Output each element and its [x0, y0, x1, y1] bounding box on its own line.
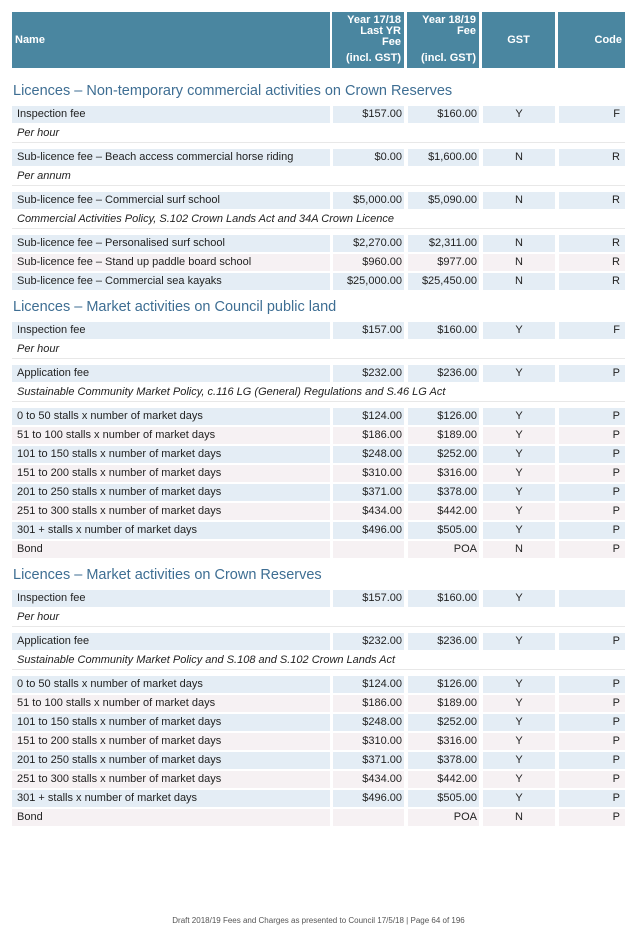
row-fee-2018-19: $160.00 — [408, 322, 479, 339]
row-fee-2017-18: $157.00 — [333, 322, 404, 339]
row-code: P — [559, 503, 625, 520]
table-row — [12, 148, 625, 167]
row-code: P — [559, 752, 625, 769]
header-year2 — [407, 12, 479, 68]
row-code: P — [559, 790, 625, 807]
row-name: Sub-licence fee – Commercial sea kayaks — [12, 273, 330, 290]
table-row — [12, 675, 625, 694]
row-note: Per hour — [12, 124, 625, 143]
row-fee-2018-19: $442.00 — [408, 771, 479, 788]
table-row — [12, 713, 625, 732]
header-year1-line: Year 17/18 — [347, 14, 401, 26]
row-fee-2017-18: $157.00 — [333, 590, 404, 607]
row-fee-2018-19: $977.00 — [408, 254, 479, 271]
row-fee-2018-19: $442.00 — [408, 503, 479, 520]
row-name: Bond — [12, 809, 330, 826]
row-fee-2018-19: $252.00 — [408, 714, 479, 731]
table-row — [12, 364, 625, 383]
table-row — [12, 272, 625, 291]
header-year1-line: Fee — [382, 36, 401, 48]
row-code: R — [559, 149, 625, 166]
row-code: P — [559, 408, 625, 425]
row-gst: Y — [483, 503, 555, 520]
row-name: 301 + stalls x number of market days — [12, 790, 330, 807]
page-footer: Draft 2018/19 Fees and Charges as presented to Council 17/5/18 | Page 64 of 196 — [172, 916, 465, 925]
row-gst: Y — [483, 427, 555, 444]
table-row — [12, 253, 625, 272]
row-name: Application fee — [12, 633, 330, 650]
row-name: 151 to 200 stalls x number of market days — [12, 465, 330, 482]
row-gst: Y — [483, 522, 555, 539]
row-fee-2018-19: $316.00 — [408, 465, 479, 482]
table-row — [12, 464, 625, 483]
row-gst: Y — [483, 790, 555, 807]
row-name: 101 to 150 stalls x number of market days — [12, 446, 330, 463]
row-code: P — [559, 771, 625, 788]
row-name: Sub-licence fee – Beach access commercial horse riding — [12, 149, 330, 166]
row-fee-2018-19: $2,311.00 — [408, 235, 479, 252]
row-fee-2018-19: $126.00 — [408, 408, 479, 425]
row-code: P — [559, 465, 625, 482]
row-code: P — [559, 809, 625, 826]
row-name: 51 to 100 stalls x number of market days — [12, 427, 330, 444]
fee-document — [12, 12, 625, 832]
row-fee-2017-18: $5,000.00 — [333, 192, 404, 209]
row-name: 0 to 50 stalls x number of market days — [12, 676, 330, 693]
row-name: 251 to 300 stalls x number of market days — [12, 503, 330, 520]
row-name: 251 to 300 stalls x number of market days — [12, 771, 330, 788]
header-year2-line: Year 18/19 — [422, 14, 476, 26]
row-name: 0 to 50 stalls x number of market days — [12, 408, 330, 425]
row-fee-2017-18: $434.00 — [333, 503, 404, 520]
table-row — [12, 483, 625, 502]
section-title: Licences – Market activities on Crown Reserves — [13, 567, 322, 583]
row-fee-2017-18: $310.00 — [333, 733, 404, 750]
row-note: Per annum — [12, 167, 625, 186]
table-row — [12, 445, 625, 464]
row-gst: Y — [483, 408, 555, 425]
row-name: Sub-licence fee – Stand up paddle board school — [12, 254, 330, 271]
row-fee-2017-18: $232.00 — [333, 633, 404, 650]
header-year1-gst-note: (incl. GST) — [346, 52, 401, 64]
row-note: Per hour — [12, 608, 625, 627]
row-fee-2017-18: $248.00 — [333, 446, 404, 463]
row-note: Sustainable Community Market Policy and S.108 and S.102 Crown Lands Act — [12, 651, 625, 670]
row-name: 201 to 250 stalls x number of market days — [12, 484, 330, 501]
table-row — [12, 589, 625, 608]
row-code: P — [559, 733, 625, 750]
row-gst: Y — [483, 590, 555, 607]
row-fee-2018-19: $189.00 — [408, 695, 479, 712]
row-code: F — [559, 322, 625, 339]
table-row — [12, 770, 625, 789]
row-fee-2018-19: $1,600.00 — [408, 149, 479, 166]
row-fee-2018-19: $25,450.00 — [408, 273, 479, 290]
row-fee-2018-19: $126.00 — [408, 676, 479, 693]
header-name-label: Name — [15, 34, 45, 46]
row-fee-2017-18: $248.00 — [333, 714, 404, 731]
sections-container — [12, 80, 625, 832]
row-fee-2018-19: $236.00 — [408, 365, 479, 382]
row-fee-2017-18: $186.00 — [333, 695, 404, 712]
row-fee-2018-19: $505.00 — [408, 522, 479, 539]
row-fee-2017-18: $371.00 — [333, 752, 404, 769]
row-gst: Y — [483, 714, 555, 731]
row-gst: N — [483, 149, 555, 166]
row-name: Inspection fee — [12, 322, 330, 339]
table-row — [12, 321, 625, 340]
table-row — [12, 407, 625, 426]
block-spacer — [12, 827, 625, 832]
row-fee-2017-18: $186.00 — [333, 427, 404, 444]
row-name: 151 to 200 stalls x number of market days — [12, 733, 330, 750]
row-gst: Y — [483, 752, 555, 769]
row-code: P — [559, 427, 625, 444]
row-gst: Y — [483, 484, 555, 501]
row-name: Bond — [12, 541, 330, 558]
header-code-label: Code — [594, 34, 622, 46]
row-code: R — [559, 235, 625, 252]
row-code — [559, 590, 625, 607]
row-name: 301 + stalls x number of market days — [12, 522, 330, 539]
row-gst: Y — [483, 106, 555, 123]
row-gst: N — [483, 254, 555, 271]
row-fee-2018-19: $189.00 — [408, 427, 479, 444]
row-gst: Y — [483, 633, 555, 650]
table-row — [12, 732, 625, 751]
row-name: Sub-licence fee – Personalised surf school — [12, 235, 330, 252]
row-fee-2018-19: $378.00 — [408, 484, 479, 501]
row-fee-2017-18: $960.00 — [333, 254, 404, 271]
header-year2-line: Fee — [457, 25, 476, 37]
row-note: Sustainable Community Market Policy, c.116 LG (General) Regulations and S.46 LG Act — [12, 383, 625, 402]
row-fee-2017-18 — [333, 541, 404, 558]
row-fee-2017-18: $496.00 — [333, 790, 404, 807]
table-row — [12, 105, 625, 124]
row-name: Inspection fee — [12, 106, 330, 123]
row-fee-2018-19: $5,090.00 — [408, 192, 479, 209]
header-code — [558, 12, 625, 68]
row-code: P — [559, 676, 625, 693]
row-fee-2017-18: $0.00 — [333, 149, 404, 166]
table-row — [12, 191, 625, 210]
row-gst: N — [483, 235, 555, 252]
row-code: R — [559, 192, 625, 209]
table-row — [12, 751, 625, 770]
table-row — [12, 694, 625, 713]
header-year1-line: Last YR — [360, 25, 401, 37]
row-fee-2018-19: $160.00 — [408, 106, 479, 123]
row-fee-2017-18: $124.00 — [333, 408, 404, 425]
row-fee-2017-18: $232.00 — [333, 365, 404, 382]
row-gst: Y — [483, 365, 555, 382]
section-title: Licences – Non-temporary commercial activities on Crown Reserves — [13, 83, 453, 99]
table-row — [12, 521, 625, 540]
row-name: 51 to 100 stalls x number of market days — [12, 695, 330, 712]
row-code: R — [559, 273, 625, 290]
row-fee-2017-18: $310.00 — [333, 465, 404, 482]
row-fee-2017-18: $2,270.00 — [333, 235, 404, 252]
table-row — [12, 426, 625, 445]
row-gst: Y — [483, 676, 555, 693]
row-code: P — [559, 522, 625, 539]
row-fee-2018-19: $316.00 — [408, 733, 479, 750]
row-fee-2018-19: $505.00 — [408, 790, 479, 807]
row-fee-2017-18: $25,000.00 — [333, 273, 404, 290]
table-header — [12, 12, 625, 68]
row-code: P — [559, 633, 625, 650]
row-name: 201 to 250 stalls x number of market days — [12, 752, 330, 769]
row-fee-2018-19: $252.00 — [408, 446, 479, 463]
section-title: Licences – Market activities on Council public land — [13, 299, 337, 315]
row-fee-2018-19: $160.00 — [408, 590, 479, 607]
row-code: P — [559, 541, 625, 558]
row-gst: Y — [483, 322, 555, 339]
row-gst: N — [483, 809, 555, 826]
header-year1 — [332, 12, 404, 68]
table-row — [12, 540, 625, 559]
row-fee-2017-18: $371.00 — [333, 484, 404, 501]
row-fee-2017-18: $124.00 — [333, 676, 404, 693]
row-code: P — [559, 365, 625, 382]
row-fee-2018-19: $236.00 — [408, 633, 479, 650]
row-gst: N — [483, 192, 555, 209]
row-name: Inspection fee — [12, 590, 330, 607]
header-name — [12, 12, 330, 68]
table-row — [12, 808, 625, 827]
row-fee-2017-18: $496.00 — [333, 522, 404, 539]
row-code: P — [559, 714, 625, 731]
row-note: Per hour — [12, 340, 625, 359]
row-fee-2017-18: $434.00 — [333, 771, 404, 788]
row-gst: Y — [483, 695, 555, 712]
header-gst — [482, 12, 555, 68]
header-gst-label: GST — [507, 34, 530, 46]
row-fee-2017-18 — [333, 809, 404, 826]
row-code: P — [559, 695, 625, 712]
table-row — [12, 234, 625, 253]
row-code: P — [559, 484, 625, 501]
row-name: 101 to 150 stalls x number of market days — [12, 714, 330, 731]
row-gst: Y — [483, 446, 555, 463]
table-row — [12, 502, 625, 521]
row-fee-2018-19: POA — [408, 809, 479, 826]
row-fee-2017-18: $157.00 — [333, 106, 404, 123]
row-gst: N — [483, 541, 555, 558]
row-code: R — [559, 254, 625, 271]
table-row — [12, 632, 625, 651]
header-year2-gst-note: (incl. GST) — [421, 52, 476, 64]
table-row — [12, 789, 625, 808]
row-gst: Y — [483, 733, 555, 750]
row-fee-2018-19: $378.00 — [408, 752, 479, 769]
row-gst: Y — [483, 771, 555, 788]
row-code: P — [559, 446, 625, 463]
row-name: Application fee — [12, 365, 330, 382]
row-gst: N — [483, 273, 555, 290]
row-name: Sub-licence fee – Commercial surf school — [12, 192, 330, 209]
row-code: F — [559, 106, 625, 123]
row-gst: Y — [483, 465, 555, 482]
row-fee-2018-19: POA — [408, 541, 479, 558]
row-note: Commercial Activities Policy, S.102 Crown Lands Act and 34A Crown Licence — [12, 210, 625, 229]
